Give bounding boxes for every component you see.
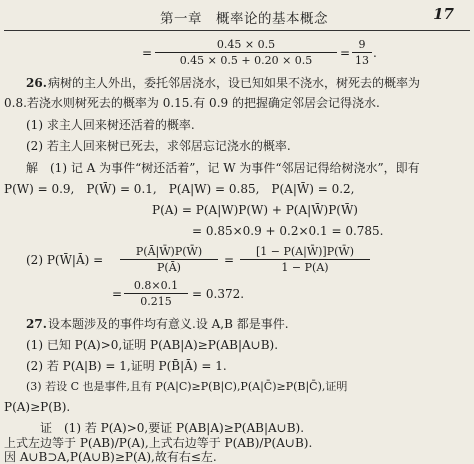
problem-text: 0.8.若浇水则树死去的概率为 0.15.有 0.9 的把握确定邻居会记得浇水. bbox=[4, 96, 380, 110]
fraction-numerator: 0.45 × 0.5 bbox=[155, 38, 337, 53]
solution-equation: P(W) = 0.9, P(W̄) = 0.1, P(A|W) = 0.85, P(A|W̄) = 0.2, bbox=[4, 182, 355, 196]
fraction-denominator: 0.45 × 0.5 + 0.20 × 0.5 bbox=[179, 54, 313, 67]
fraction-denominator: 13 bbox=[355, 54, 369, 67]
problem-part: P(A)≥P(B). bbox=[4, 400, 71, 414]
solution-equation: = 0.85×0.9 + 0.2×0.1 = 0.785. bbox=[192, 224, 384, 238]
problem-text: 病树的主人外出，委托邻居浇水，设已知如果不浇水，树死去的概率为 bbox=[48, 76, 421, 90]
problem-part: (3) 若设 C 也是事件,且有 P(A|C)≥P(B|C),P(A|C̄)≥P(B|C̄),证明 bbox=[26, 380, 348, 393]
fraction bbox=[120, 245, 218, 274]
problem-text: 设本题涉及的事件均有意义.设 A,B 都是事件. bbox=[48, 317, 289, 331]
problem-part: (1) 求主人回来树还活着的概率. bbox=[26, 118, 195, 132]
period: . bbox=[373, 46, 377, 60]
equals-sign: = bbox=[112, 287, 123, 301]
proof-text: 上式左边等于 P(AB)/P(A),上式右边等于 P(AB)/P(A∪B). bbox=[4, 436, 313, 450]
proof-text: 因 A∪B⊃A,P(A∪B)≥P(A),故有右≤左. bbox=[4, 450, 217, 464]
fraction-denominator: P(Ā) bbox=[157, 261, 181, 274]
problem-number: 27. bbox=[26, 317, 47, 331]
fraction-numerator: [1 − P(A|W̄)]P(W̄) bbox=[240, 245, 370, 260]
equals-sign: = bbox=[224, 253, 235, 267]
page-number: 17 bbox=[433, 5, 454, 23]
solution-equation: (2) P(W̄|Ā) = bbox=[26, 253, 104, 267]
equals-sign: = bbox=[142, 46, 153, 60]
chapter-title: 第一章 概率论的基本概念 bbox=[160, 11, 328, 27]
fraction-denominator: 1 − P(A) bbox=[281, 261, 329, 274]
page-header bbox=[0, 0, 474, 30]
proof-text: 证 (1) 若 P(A)>0,要证 P(AB|A)≥P(AB|A∪B). bbox=[40, 421, 305, 435]
equals-sign: = bbox=[340, 46, 351, 60]
problem-number: 26. bbox=[26, 76, 47, 90]
fraction bbox=[124, 279, 188, 308]
problem-part: (2) 若主人回来树已死去，求邻居忘记浇水的概率. bbox=[26, 139, 291, 153]
solution-text: 解 (1) 记 A 为事件“树还活着”，记 W 为事件“邻居记得给树浇水”，即有 bbox=[26, 161, 420, 175]
problem-part: (1) 已知 P(A)>0,证明 P(AB|A)≥P(AB|A∪B). bbox=[26, 338, 279, 352]
fraction-result bbox=[352, 38, 372, 67]
fraction bbox=[240, 245, 370, 274]
fraction-denominator: 0.215 bbox=[140, 295, 172, 308]
fraction-bayes bbox=[155, 38, 337, 67]
fraction-numerator: 0.8×0.1 bbox=[124, 279, 188, 294]
solution-equation: P(A) = P(A|W)P(W) + P(A|W̄)P(W̄) bbox=[152, 203, 358, 217]
result-value: = 0.372. bbox=[192, 287, 245, 301]
header-rule bbox=[4, 30, 470, 31]
problem-part: (2) 若 P(A|B) = 1,证明 P(B̄|Ā) = 1. bbox=[26, 359, 227, 373]
fraction-numerator: P(Ā|W̄)P(W̄) bbox=[120, 245, 218, 260]
fraction-numerator: 9 bbox=[352, 38, 372, 53]
